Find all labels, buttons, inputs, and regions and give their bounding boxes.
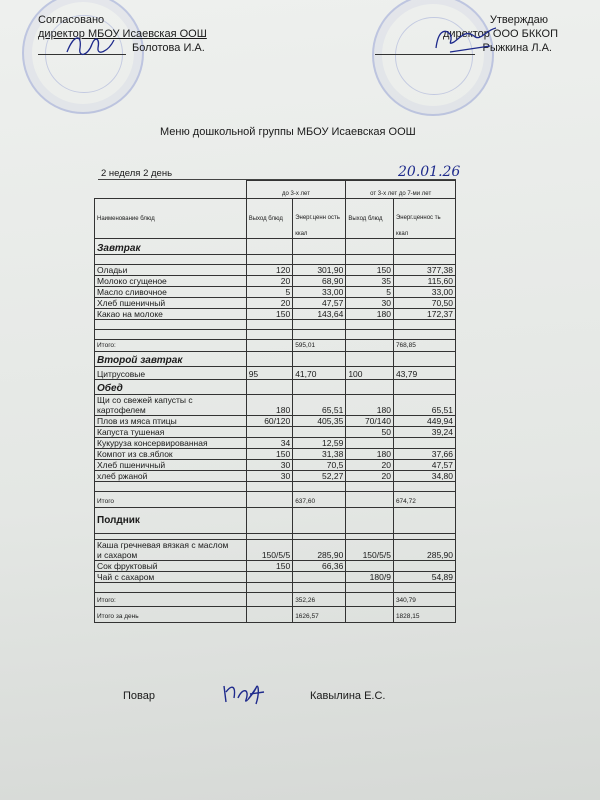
energy-2: 54,89: [393, 572, 455, 583]
dish-name: Масло сливочное: [95, 287, 247, 298]
empty-cell: [346, 239, 394, 255]
cook-role: Повар: [123, 690, 155, 702]
total-row: [95, 593, 456, 607]
table-header-row: [95, 181, 456, 199]
empty-cell: [246, 492, 293, 508]
energy-1: 47,57: [293, 298, 346, 309]
empty-cell: [95, 330, 247, 340]
energy-1: 285,90: [293, 540, 346, 561]
empty-cell: [293, 380, 346, 395]
energy-2: 285,90: [393, 540, 455, 561]
dish-name: Оладьи: [95, 265, 247, 276]
section-row: [95, 239, 456, 255]
empty-cell: [293, 239, 346, 255]
dish-name: Плов из мяса птицы: [95, 416, 247, 427]
empty-cell: [293, 482, 346, 492]
breakfast-total-energy-1: 595,01: [293, 340, 346, 352]
snack-total-energy-1: 352,26: [293, 593, 346, 607]
empty-cell: [246, 380, 293, 395]
energy-2: [393, 438, 455, 449]
spacer-row: [95, 482, 456, 492]
snack-total-label: Итого:: [95, 593, 247, 607]
empty-cell: [293, 330, 346, 340]
empty-cell: [346, 380, 394, 395]
yield-1: 34: [246, 438, 293, 449]
yield-1: 95: [246, 367, 293, 380]
energy-2: 39,24: [393, 427, 455, 438]
table-row: [95, 309, 456, 320]
dish-name: Хлеб пшеничный: [95, 460, 247, 471]
dish-name: Кукуруза консервированная: [95, 438, 247, 449]
day-total-label: Итого за день: [95, 607, 247, 623]
yield-1: [246, 427, 293, 438]
table-row: [95, 265, 456, 276]
breakfast-total-label: Итого:: [95, 340, 247, 352]
dish-name: Цитрусовые: [95, 367, 247, 380]
empty-cell: [95, 583, 247, 593]
right-signature: [430, 22, 500, 56]
yield-1: 150: [246, 561, 293, 572]
energy-2: 377,38: [393, 265, 455, 276]
energy-2-label: Энерг.ценнос ть: [395, 215, 441, 221]
section-snack: Полдник: [95, 508, 247, 534]
yield-1: 150: [246, 309, 293, 320]
dish-name: Чай с сахаром: [95, 572, 247, 583]
energy-1: 52,27: [293, 471, 346, 482]
energy-2: [393, 561, 455, 572]
dish-name-line-1: Каша гречневая вязкая с маслом: [97, 540, 229, 550]
dish-name: Компот из св.яблок: [95, 449, 247, 460]
yield-2-header: [346, 199, 394, 239]
section-lunch: Обед: [95, 380, 247, 395]
section-row: [95, 352, 456, 367]
yield-2: 150: [346, 265, 394, 276]
empty-cell: [246, 482, 293, 492]
energy-1: 12,59: [293, 438, 346, 449]
empty-cell: [346, 352, 394, 367]
dish-name-header-label: Наименование блюд: [97, 215, 155, 222]
energy-1: 31,38: [293, 449, 346, 460]
cook-name: Кавылина Е.С.: [310, 690, 386, 702]
dish-name: Хлеб пшеничный: [95, 298, 247, 309]
empty-cell: [246, 508, 293, 534]
yield-1-label: Выход блюд: [248, 215, 283, 222]
empty-cell: [346, 508, 394, 534]
energy-1: 405,35: [293, 416, 346, 427]
empty-cell: [393, 320, 455, 330]
right-stamp: [372, 0, 494, 116]
dish-name: Капуста тушеная: [95, 427, 247, 438]
table-row: [95, 460, 456, 471]
energy-1: [293, 427, 346, 438]
spacer-row: [95, 583, 456, 593]
table-row: [95, 449, 456, 460]
empty-cell: [246, 330, 293, 340]
empty-cell: [393, 508, 455, 534]
yield-1: [246, 572, 293, 583]
approval-right-name: Рыжкина Л.А.: [482, 42, 552, 54]
energy-2: 43,79: [393, 367, 455, 380]
table-row: [95, 416, 456, 427]
yield-1: 30: [246, 471, 293, 482]
energy-2: 70,50: [393, 298, 455, 309]
yield-2-label: Выход блюд: [348, 215, 383, 222]
yield-2: 30: [346, 298, 394, 309]
table-row: [95, 298, 456, 309]
empty-cell: [95, 482, 247, 492]
table-row: [95, 572, 456, 583]
yield-1: 180: [246, 395, 293, 416]
energy-1: 68,90: [293, 276, 346, 287]
empty-cell: [393, 380, 455, 395]
empty-cell: [293, 255, 346, 265]
yield-1: 60/120: [246, 416, 293, 427]
energy-1: 65,51: [293, 395, 346, 416]
yield-2: 180: [346, 309, 394, 320]
yield-1: 120: [246, 265, 293, 276]
energy-2: 115,60: [393, 276, 455, 287]
empty-cell: [346, 340, 394, 352]
table-row: [95, 427, 456, 438]
section-row: [95, 380, 456, 395]
lunch-total-energy-2: 674,72: [393, 492, 455, 508]
yield-2: 150/5/5: [346, 540, 394, 561]
energy-1: 70,5: [293, 460, 346, 471]
total-row: [95, 340, 456, 352]
approval-left-name: Болотова И.А.: [132, 42, 205, 54]
section-breakfast: Завтрак: [95, 239, 247, 255]
table-row: [95, 438, 456, 449]
empty-cell: [393, 239, 455, 255]
section-second-breakfast: Второй завтрак: [95, 352, 247, 367]
age-group-2-label: от 3-х лет до 7-ми лет: [370, 191, 432, 197]
empty-cell: [95, 255, 247, 265]
yield-1: 5: [246, 287, 293, 298]
snack-total-energy-2: 340,79: [393, 593, 455, 607]
cook-signature: [220, 678, 270, 708]
energy-2: 33,00: [393, 287, 455, 298]
table-row: [95, 287, 456, 298]
yield-2: 180/9: [346, 572, 394, 583]
menu-title: Меню дошкольной группы МБОУ Исаевская ООШ: [160, 126, 416, 138]
yield-1: 150/5/5: [246, 540, 293, 561]
dish-name: Сок фруктовый: [95, 561, 247, 572]
empty-cell: [246, 583, 293, 593]
dish-name: Молоко сгущеное: [95, 276, 247, 287]
yield-2: 5: [346, 287, 394, 298]
age-group-1-header: [246, 181, 346, 199]
age-group-1-label: до 3-х лет: [282, 191, 310, 197]
yield-1: 20: [246, 298, 293, 309]
energy-2: 449,94: [393, 416, 455, 427]
table-row: [95, 540, 456, 561]
yield-2: 20: [346, 471, 394, 482]
empty-cell: [346, 593, 394, 607]
empty-cell: [246, 255, 293, 265]
yield-1: 20: [246, 276, 293, 287]
energy-1: 41,70: [293, 367, 346, 380]
empty-cell: [346, 255, 394, 265]
approval-right-label: Утверждаю: [489, 14, 548, 26]
energy-1: 33,00: [293, 287, 346, 298]
spacer-row: [95, 255, 456, 265]
empty-cell: [346, 320, 394, 330]
empty-cell: [293, 352, 346, 367]
empty-cell: [246, 593, 293, 607]
empty-cell: [95, 320, 247, 330]
energy-2: 172,37: [393, 309, 455, 320]
yield-2: [346, 561, 394, 572]
total-row: [95, 492, 456, 508]
dish-name-line-2: и сахаром: [97, 550, 138, 560]
empty-cell: [346, 583, 394, 593]
empty-cell: [393, 583, 455, 593]
yield-1: 150: [246, 449, 293, 460]
yield-1: 30: [246, 460, 293, 471]
left-signature: [62, 30, 122, 62]
empty-cell: [95, 181, 247, 199]
energy-1-unit: ккал: [295, 231, 308, 237]
yield-2: 180: [346, 449, 394, 460]
spacer-row: [95, 320, 456, 330]
table-row: [95, 561, 456, 572]
empty-cell: [393, 482, 455, 492]
section-row: [95, 508, 456, 534]
approval-left-position: директор МБОУ Исаевская ООШ: [38, 28, 207, 40]
energy-1-header: [293, 199, 346, 239]
yield-2: 20: [346, 460, 394, 471]
energy-2: 47,57: [393, 460, 455, 471]
empty-cell: [346, 330, 394, 340]
empty-cell: [346, 492, 394, 508]
yield-2: 70/140: [346, 416, 394, 427]
empty-cell: [393, 255, 455, 265]
empty-cell: [293, 508, 346, 534]
approval-right-position: директор ООО БККОП: [442, 28, 558, 40]
dish-name-line-1: Щи со свежей капусты с: [97, 395, 193, 405]
energy-1: 66,36: [293, 561, 346, 572]
spacer-row: [95, 330, 456, 340]
total-row: [95, 607, 456, 623]
yield-1-header: [246, 199, 293, 239]
yield-2: 50: [346, 427, 394, 438]
yield-2: [346, 438, 394, 449]
empty-cell: [346, 482, 394, 492]
table-row: [95, 471, 456, 482]
table-row: [95, 367, 456, 380]
dish-name-header: [95, 199, 247, 239]
dish-name: [95, 395, 247, 416]
energy-2: 34,80: [393, 471, 455, 482]
column-header-row: [95, 199, 456, 239]
empty-cell: [246, 320, 293, 330]
yield-2: 180: [346, 395, 394, 416]
empty-cell: [246, 352, 293, 367]
energy-2: 65,51: [393, 395, 455, 416]
yield-2: 100: [346, 367, 394, 380]
lunch-total-label: Итого: [95, 492, 247, 508]
dish-name-line-2: картофелем: [97, 405, 146, 415]
energy-2-unit: ккал: [395, 231, 409, 237]
empty-cell: [246, 607, 293, 623]
empty-cell: [293, 583, 346, 593]
week-day-label: 2 неделя 2 день: [101, 168, 173, 179]
age-group-2-header: [346, 181, 456, 199]
empty-cell: [293, 320, 346, 330]
handwritten-date: 20.01.26: [398, 164, 461, 180]
energy-1: 301,90: [293, 265, 346, 276]
breakfast-total-energy-2: 768,85: [393, 340, 455, 352]
yield-2: 35: [346, 276, 394, 287]
empty-cell: [246, 340, 293, 352]
energy-1: [293, 572, 346, 583]
table-row: [95, 395, 456, 416]
dish-name: хлеб ржаной: [95, 471, 247, 482]
day-total-energy-2: 1828,15: [393, 607, 455, 623]
table-row: [95, 276, 456, 287]
empty-cell: [393, 352, 455, 367]
menu-table: [94, 180, 456, 623]
empty-cell: [246, 239, 293, 255]
empty-cell: [393, 330, 455, 340]
day-total-energy-1: 1626,57: [293, 607, 346, 623]
approval-left-label: Согласовано: [38, 14, 105, 26]
energy-1: 143,64: [293, 309, 346, 320]
energy-2-header: [393, 199, 455, 239]
lunch-total-energy-1: 637,60: [293, 492, 346, 508]
dish-name: [95, 540, 247, 561]
empty-cell: [346, 607, 394, 623]
energy-1-label: Энерг.ценн ость: [295, 215, 340, 221]
energy-2: 37,66: [393, 449, 455, 460]
dish-name: Какао на молоке: [95, 309, 247, 320]
